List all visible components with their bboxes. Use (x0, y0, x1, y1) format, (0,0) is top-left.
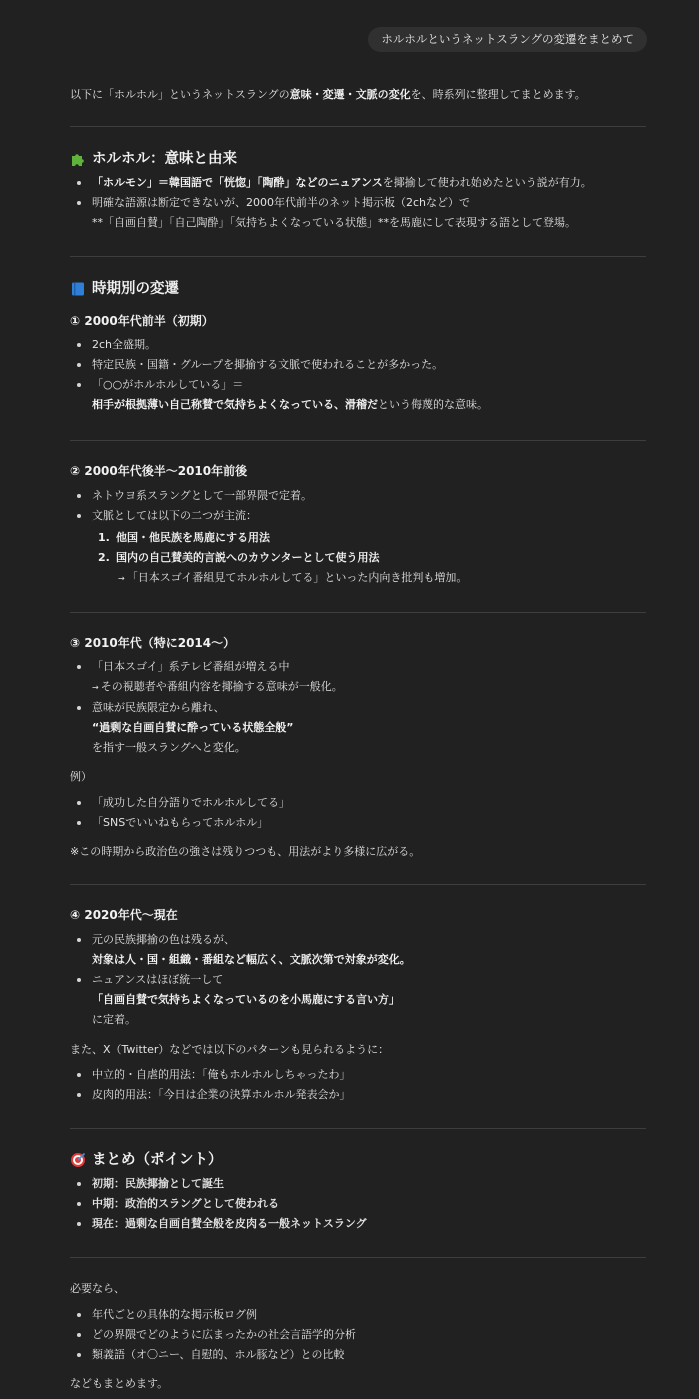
section-title: ホルホル：意味と由来 (92, 151, 237, 167)
divider (70, 1128, 646, 1129)
list-item: どの界隈でどのように広まったかの社会言語学的分析 (70, 1325, 356, 1345)
list-item: 類義語（オ〇ニー、自慰的、ホル豚など）との比較 (70, 1345, 356, 1365)
period-3-list (70, 657, 343, 758)
list-item: 年代ごとの具体的な掲示板ログ例 (70, 1305, 356, 1325)
list-item-bold: 「ホルモン」＝韓国語で「恍惚」「陶酔」などのニュアンス (92, 176, 383, 189)
list-item: 「SNSでいいねもらってホルホル」 (70, 813, 290, 833)
intro-text-post: を、時系列に整理してまとめます。 (410, 88, 586, 101)
divider (70, 256, 646, 257)
list-item-bold: 「自画自賛で気持ちよくなっているのを小馬鹿にする言い方」 (92, 993, 400, 1006)
list-item-text: 明確な語源は断定できないが、2000年代前半のネット掲示板（2chなど）で (92, 196, 471, 209)
list-item (70, 930, 411, 970)
section-heading-timeline (70, 278, 179, 300)
item-number: 1. (98, 531, 110, 544)
period-4-also: また、X（Twitter）などでは以下のパターンも見られるように： (70, 1043, 390, 1056)
section-title: まとめ（ポイント） (92, 1152, 223, 1168)
divider (70, 612, 646, 613)
list-item (70, 657, 343, 698)
closing-tail: などもまとめます。 (70, 1377, 169, 1390)
list-item (70, 173, 592, 193)
example-list (70, 793, 290, 833)
numbered-subnote (116, 568, 467, 589)
section-heading-origin (70, 148, 237, 170)
numbered-item (70, 528, 467, 548)
blue-book-icon (70, 281, 86, 297)
summary-list (70, 1174, 367, 1234)
arrow-icon: → (118, 574, 125, 583)
intro-paragraph (70, 85, 586, 105)
list-item-bold: “過剰な自画自賛に酔っている状態全般” (92, 721, 294, 734)
list-item: ネトウヨ系スラングとして一部界隈で定着。 (70, 486, 312, 506)
list-item-text: その視聴者や番組内容を揶揄する意味が一般化。 (100, 680, 343, 693)
period-heading-1: ① 2000年代前半（初期） (70, 314, 214, 328)
list-item-text: 「日本スゴイ」系テレビ番組が増える中 (92, 660, 290, 673)
list-item-text: 意味が民族限定から離れ、 (92, 701, 225, 714)
subnote-text: 「日本スゴイ番組見てホルホルしてる」といった内向き批判も増加。 (126, 571, 468, 584)
period-2-list (70, 486, 312, 526)
item-number: 2. (98, 551, 110, 564)
period-3-note: ※この時期から政治色の強さは残りつつも、用法がより多様に広がる。 (70, 845, 421, 858)
list-item-bold: 対象は人・国・組織・番組など幅広く、文脈次第で対象が変化。 (92, 953, 411, 966)
list-item: 2ch全盛期。 (70, 335, 488, 355)
list-item (70, 698, 343, 758)
list-item-text: 「○○がホルホルしている」＝ (92, 378, 244, 391)
list-item: 中立的・自虐的用法：「俺もホルホルしちゃったわ」 (70, 1065, 351, 1085)
list-item (70, 375, 488, 415)
list-item: 特定民族・国籍・グループを揶揄する文脈で使われることが多かった。 (70, 355, 488, 375)
usage-list (70, 1065, 351, 1105)
origin-list (70, 173, 592, 233)
list-item-text: を指す一般スラングへと変化。 (92, 741, 246, 754)
arrow-icon: → (92, 683, 99, 692)
list-item: 現在：過剰な自画自賛全般を皮肉る一般ネットスラング (70, 1214, 367, 1234)
section-heading-summary (70, 1149, 223, 1171)
numbered-item (70, 548, 467, 589)
user-message-text: ホルホルというネットスラングの変遷をまとめて (381, 32, 634, 46)
period-1-list (70, 335, 488, 415)
list-item-text: **「自画自賛」「自己陶酔」「気持ちよくなっている状態」**を馬鹿にして表現する語として登場。 (92, 216, 576, 229)
divider (70, 884, 646, 885)
period-heading-3: ③ 2010年代（特に2014〜） (70, 636, 236, 650)
period-heading-2: ② 2000年代後半〜2010年前後 (70, 464, 248, 478)
closing-lead: 必要なら、 (70, 1282, 125, 1295)
intro-text-pre: 以下に「ホルホル」というネットスラングの (70, 88, 290, 101)
list-item: 文脈としては以下の二つが主流： (70, 506, 312, 526)
section-title: 時期別の変遷 (92, 281, 179, 297)
divider (70, 440, 646, 441)
period-4-list (70, 930, 411, 1030)
user-message-bubble (368, 27, 647, 52)
list-item-bold: 相手が根拠薄い自己称賛で気持ちよくなっている、滑稽だ (92, 398, 378, 411)
list-item: 初期：民族揶揄として誕生 (70, 1174, 367, 1194)
intro-text-bold: 意味・変遷・文脈の変化 (289, 88, 411, 101)
list-item-text: ニュアンスはほぼ統一して (92, 973, 224, 986)
puzzle-icon (70, 151, 86, 167)
list-item-text: を揶揄して使われ始めたという説が有力。 (382, 176, 592, 189)
list-item-text: 元の民族揶揄の色は残るが、 (92, 933, 235, 946)
divider (70, 1257, 646, 1258)
list-item: 「成功した自分語りでホルホルしてる」 (70, 793, 290, 813)
list-item-text: に定着。 (92, 1013, 136, 1026)
item-text: 国内の自己賛美的言説へのカウンターとして使う用法 (116, 551, 380, 564)
item-text: 他国・他民族を馬鹿にする用法 (116, 531, 270, 544)
list-item-text: という侮蔑的な意味。 (378, 398, 488, 411)
list-item (70, 193, 592, 233)
list-item: 中期：政治的スラングとして使われる (70, 1194, 367, 1214)
example-label: 例） (70, 770, 92, 783)
divider (70, 126, 646, 127)
bullseye-icon (70, 1152, 86, 1168)
period-heading-4: ④ 2020年代〜現在 (70, 908, 178, 922)
list-item: 皮肉的用法：「今日は企業の決算ホルホル発表会か」 (70, 1085, 351, 1105)
list-item (70, 970, 411, 1030)
closing-options-list (70, 1305, 356, 1365)
period-2-numbered-list (70, 528, 467, 589)
